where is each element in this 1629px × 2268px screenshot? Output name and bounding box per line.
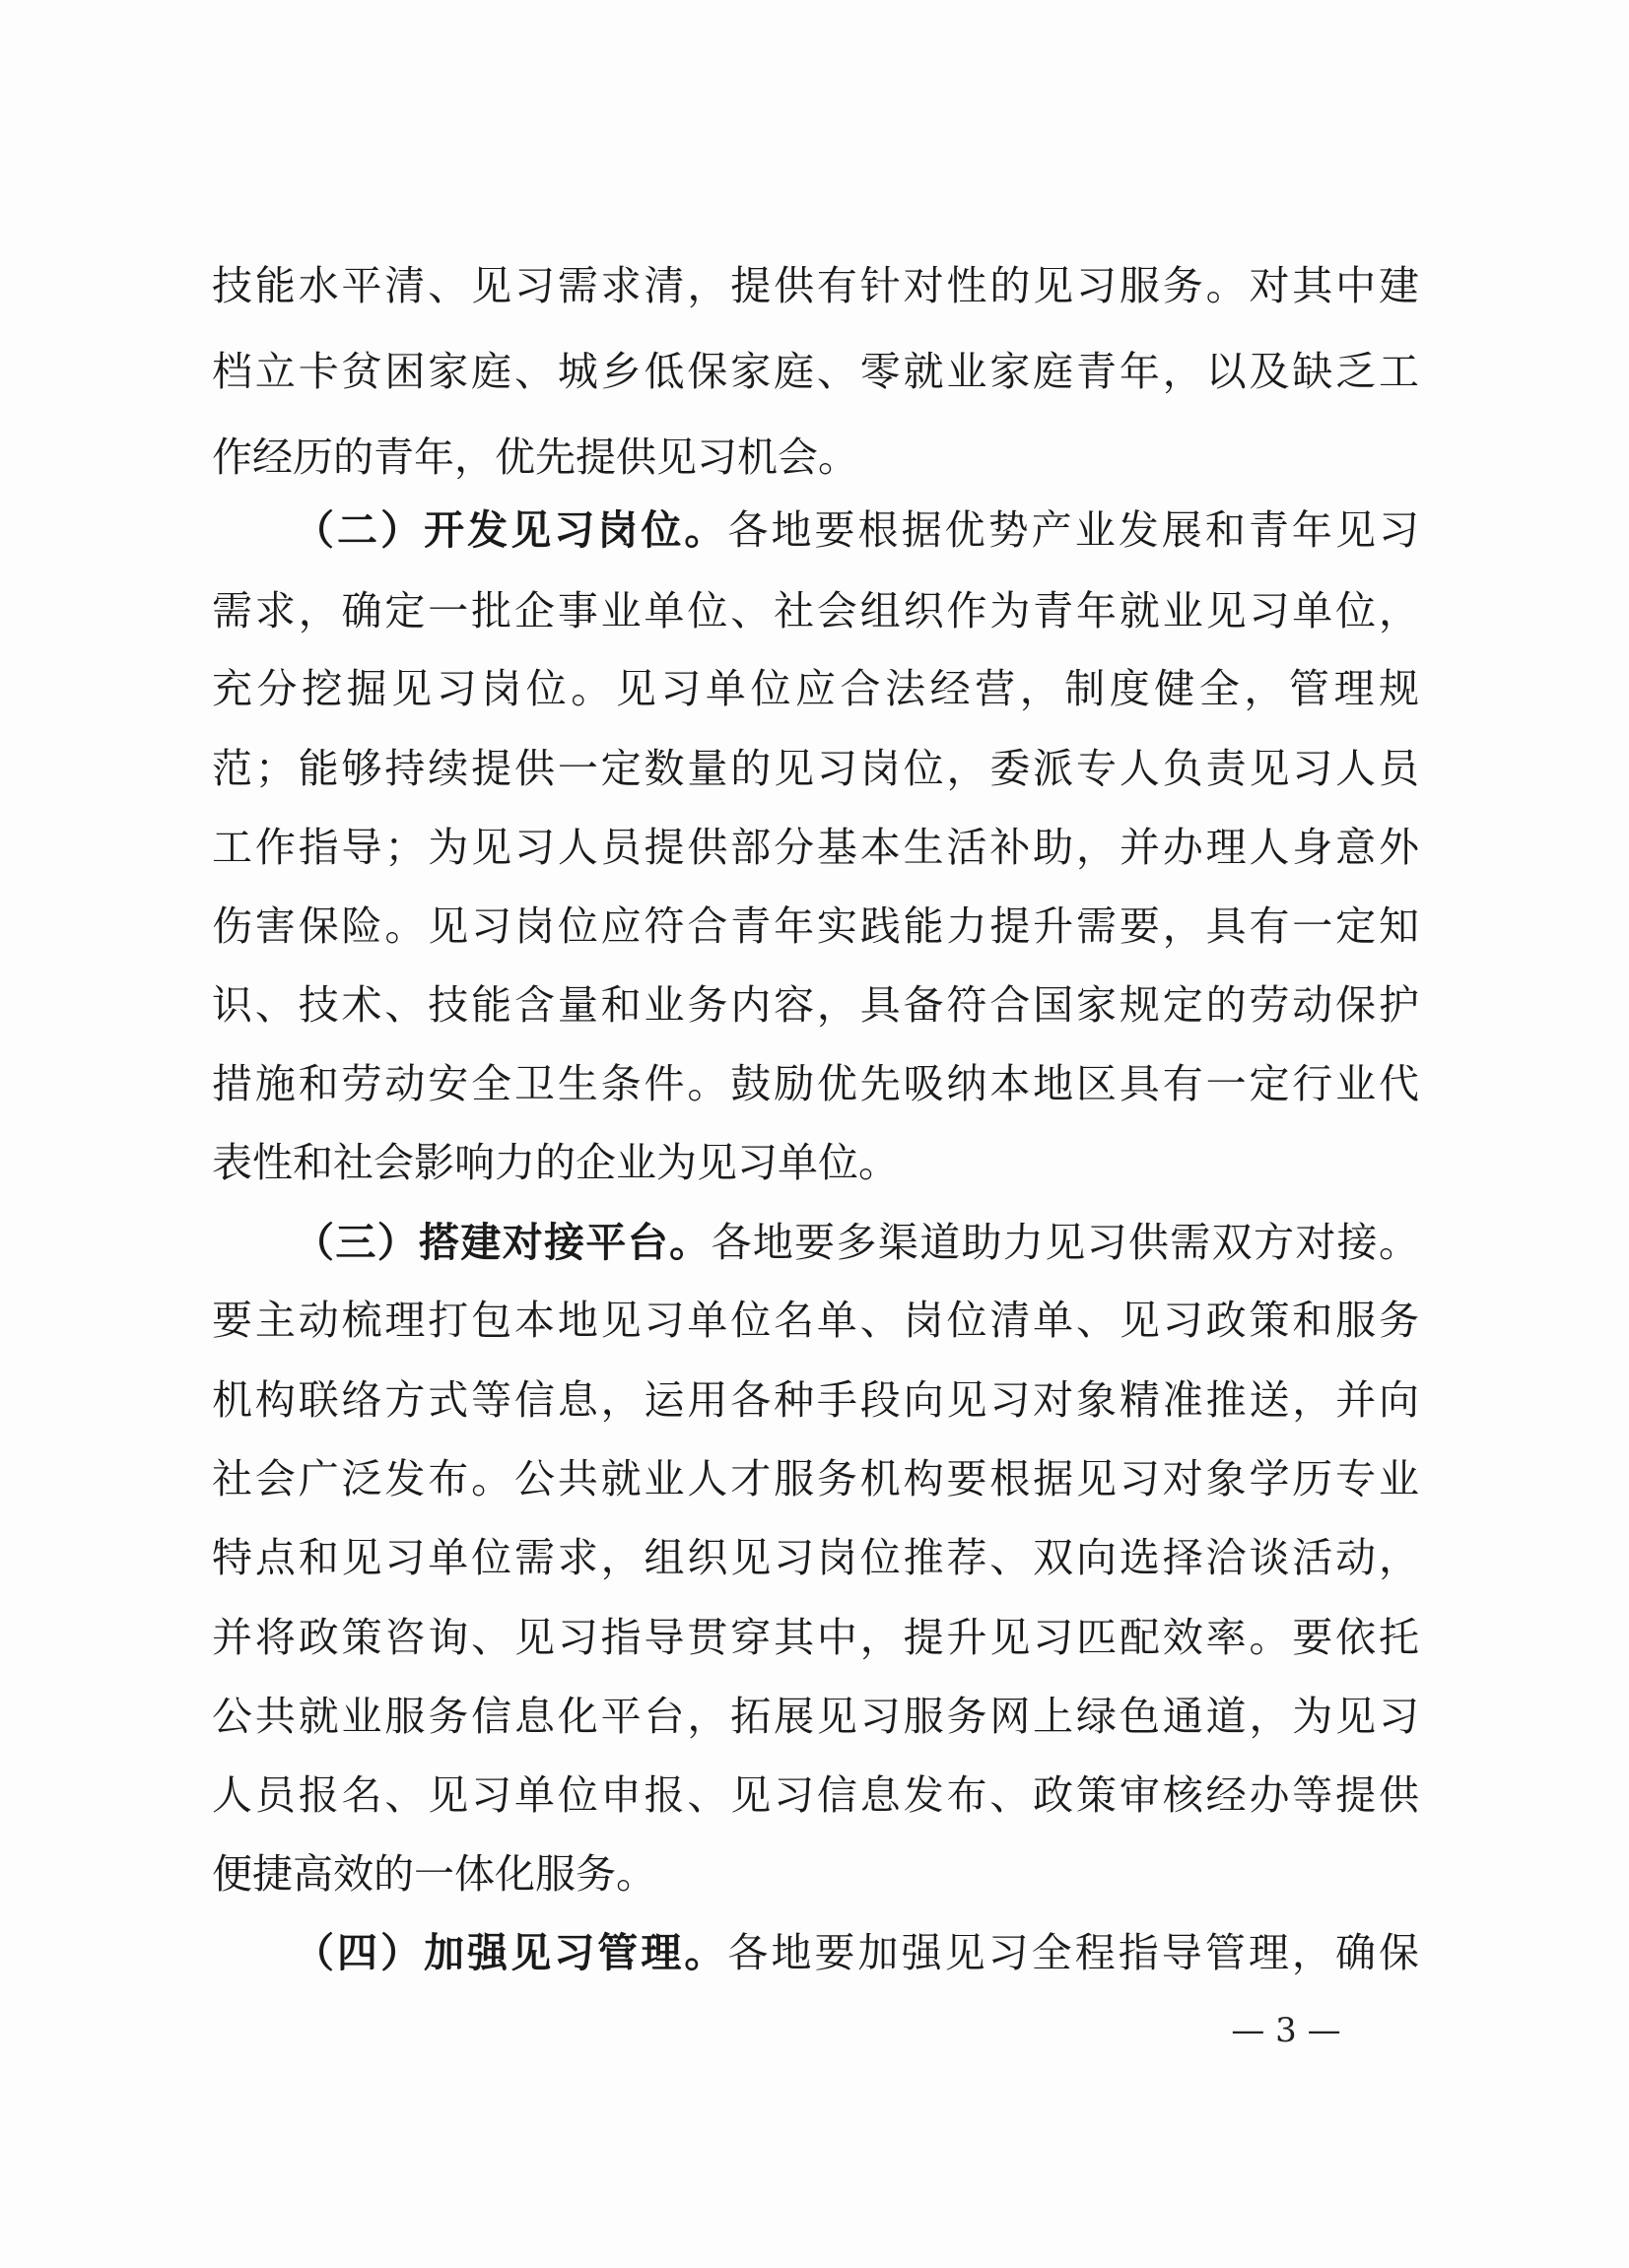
paragraph-line: 范；能够持续提供一定数量的见习岗位，委派专人负责见习人员: [212, 745, 1419, 792]
section-text: 各地要加强见习全程指导管理，确保: [727, 1929, 1420, 1976]
paragraph-line: 识、技术、技能含量和业务内容，具备符合国家规定的劳动保护: [212, 981, 1419, 1029]
paragraph-line: 档立卡贫困家庭、城乡低保家庭、零就业家庭青年，以及缺乏工: [212, 348, 1419, 395]
paragraph-line: 社会广泛发布。公共就业人才服务机构要根据见习对象学历专业: [212, 1455, 1419, 1502]
paragraph-line: 并将政策咨询、见习指导贯穿其中，提升见习匹配效率。要依托: [212, 1614, 1419, 1661]
paragraph-line: 作经历的青年，优先提供见习机会。: [212, 434, 858, 481]
paragraph-line: 充分挖掘见习岗位。见习单位应合法经营，制度健全，管理规: [212, 665, 1419, 712]
section-first-line: [294, 500, 1419, 560]
section-text: 各地要多渠道助力见习供需双方对接。: [711, 1219, 1420, 1266]
section-heading: （三）搭建对接平台。: [294, 1219, 712, 1266]
section-heading: （四）加强见习管理。: [294, 1929, 728, 1976]
paragraph-line: 工作指导；为见习人员提供部分基本生活补助，并办理人身意外: [212, 824, 1419, 871]
paragraph-line: 机构联络方式等信息，运用各种手段向见习对象精准推送，并向: [212, 1376, 1419, 1424]
paragraph-line: 表性和社会影响力的企业为见习单位。: [212, 1139, 899, 1186]
paragraph-line: 伤害保险。见习岗位应符合青年实践能力提升需要，具有一定知: [212, 902, 1419, 950]
section-heading: （二）开发见习岗位。: [294, 506, 728, 554]
paragraph-line: 措施和劳动安全卫生条件。鼓励优先吸纳本地区具有一定行业代: [212, 1060, 1419, 1107]
paragraph-line: 要主动梳理打包本地见习单位名单、岗位清单、见习政策和服务: [212, 1297, 1419, 1344]
paragraph-line: 便捷高效的一体化服务。: [212, 1850, 656, 1898]
paragraph-line: 公共就业服务信息化平台，拓展见习服务网上绿色通道，为见习: [212, 1693, 1419, 1740]
section-first-line: [294, 1213, 1419, 1272]
section-text: 各地要根据优势产业发展和青年见习: [727, 506, 1420, 554]
paragraph-line: 特点和见习单位需求，组织见习岗位推荐、双向选择洽谈活动，: [212, 1534, 1419, 1581]
section-first-line: [294, 1923, 1419, 1982]
paragraph-line: 技能水平清、见习需求清，提供有针对性的见习服务。对其中建: [212, 262, 1419, 309]
page-number: — 3 —: [1231, 2011, 1341, 2050]
paragraph-line: 人员报名、见习单位申报、见习信息发布、政策审核经办等提供: [212, 1771, 1419, 1819]
paragraph-line: 需求，确定一批企事业单位、社会组织作为青年就业见习单位，: [212, 587, 1419, 634]
